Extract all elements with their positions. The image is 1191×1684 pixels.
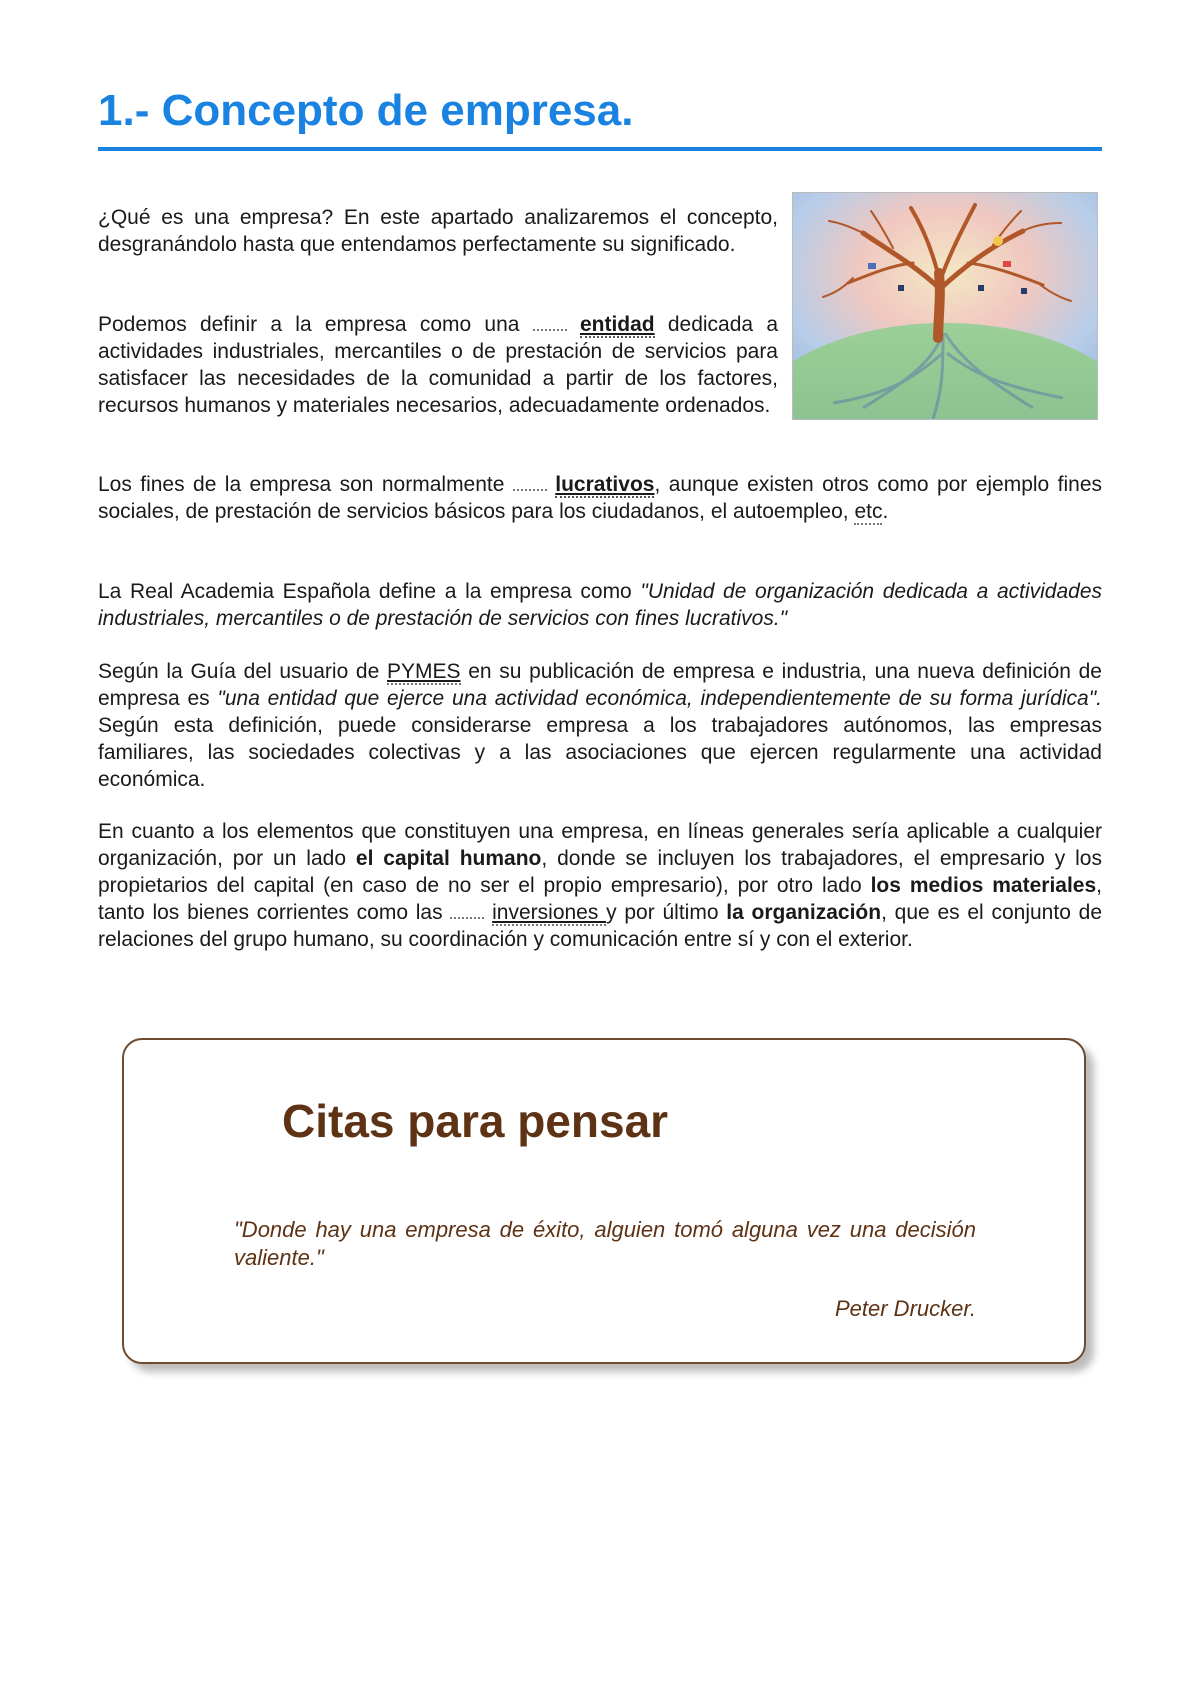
bold-term: el capital humano [355,847,542,870]
text-span: Según la Guía del usuario de [98,660,387,683]
lucrativos-link[interactable]: lucrativos [555,473,655,496]
definition-paragraph [98,311,778,419]
pymes-paragraph [98,658,1102,793]
entidad-link[interactable]: entidad [579,313,655,336]
text-span: , aunque existen otros como por ejemplo fines sociales, de prestación de servicios básicos para los ciudadanos, el autoempleo, [98,473,1102,523]
text-span: Los fines de la empresa son normalmente [98,473,513,496]
quote-author: Peter Drucker. [834,1296,976,1321]
text-span: Podemos definir a la empresa como una [98,313,533,336]
text-span: , tanto los bienes corrientes como las [98,874,1102,924]
tree-icon [793,193,1097,419]
page-title: 1.- Concepto de empresa. [98,86,634,135]
pymes-quote: "una entidad que ejerce una actividad económica, independientemente de su forma jurídica". [217,687,1102,710]
bold-term: la organización [726,901,882,924]
text-span: y por último [606,901,727,924]
text-span: , donde se incluyen los trabajadores, el empresario y los propietarios del capital (en caso de no ser el propio empresario), por otro lado [98,847,1102,897]
quote-text: "Donde hay una empresa de éxito, alguien tomó alguna vez una decisión valiente." [234,1217,976,1270]
text-span: . [882,500,889,523]
text-span: , que es el conjunto de relaciones del grupo humano, su coordinación y comunicación entre sí y con el exterior. [98,901,1102,951]
purposes-paragraph [98,471,1102,525]
elements-paragraph [98,818,1102,953]
title-underline [98,147,1102,151]
link-marker [450,911,484,919]
bold-term: los medios materiales [870,874,1097,897]
rae-quote: "Unidad de organización dedicada a actividades industriales, mercantiles o de prestación de servicios con fines lucrativos." [98,580,1103,630]
quote-box-title: Citas para pensar [282,1095,669,1147]
text-span: La Real Academia Española define a la empresa como [98,580,641,603]
etc-link[interactable]: etc [854,500,883,523]
rae-paragraph [98,578,1102,632]
intro-paragraph: ¿Qué es una empresa? En este apartado analizaremos el concepto, desgranándolo hasta que entendamos perfectamente su significado. [98,206,778,256]
text-span: Según esta definición, puede considerarse empresa a los trabajadores autónomos, las empresas familiares, las sociedades colectivas y a las asociaciones que ejercen regularmente una actividad económica. [98,714,1102,791]
text-span: dedicada a actividades industriales, mercantiles o de prestación de servicios para satisfacer las necesidades de la comunidad a partir de los factores, recursos humanos y materiales necesarios, adecuadamente ordenados. [98,313,779,417]
tree-illustration [792,192,1098,420]
inversiones-link[interactable]: inversiones [492,901,607,924]
text-span: en su publicación de empresa e industria, una nueva definición de empresa es [98,660,1102,710]
link-marker [513,483,547,491]
text-span: En cuanto a los elementos que constituyen una empresa, en líneas generales sería aplicable a cualquier organización, por un lado [98,820,1102,870]
quote-box [122,1038,1086,1364]
pymes-link[interactable]: PYMES [386,660,461,683]
link-marker [533,323,567,331]
